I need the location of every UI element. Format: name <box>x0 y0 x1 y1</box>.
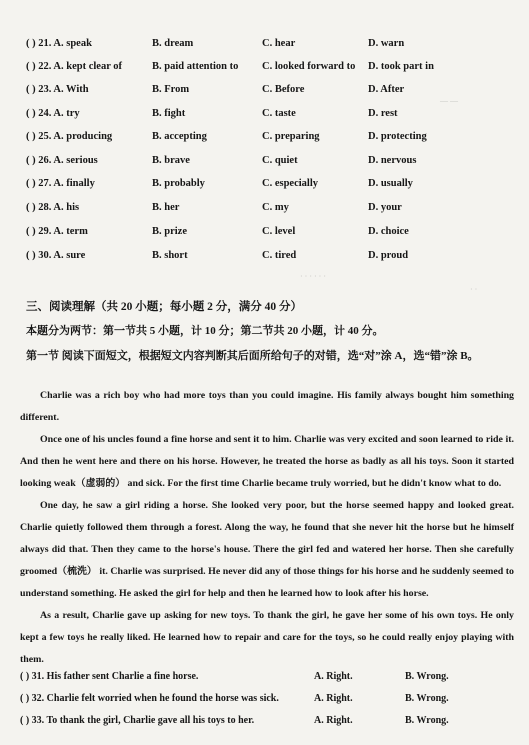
cloze-question-24 <box>0 108 529 124</box>
tf-question-32 <box>0 693 529 709</box>
question-number-option-a: ( ) 26. A. serious <box>26 155 98 166</box>
option-c: C. looked forward to <box>262 61 356 72</box>
option-d: D. usually <box>368 178 413 189</box>
question-number-option-a: ( ) 22. A. kept clear of <box>26 61 123 72</box>
bleed-through-mark: — — <box>440 96 458 105</box>
option-d: D. nervous <box>368 155 417 166</box>
question-text: ( ) 33. To thank the girl, Charlie gave all his toys to her. <box>20 715 255 726</box>
bleed-through-mark: · · <box>470 285 478 294</box>
option-c: C. tired <box>262 250 297 261</box>
passage-paragraph-3: One day, he saw a girl riding a horse. She looked very poor, but the horse seemed happy and looked great. Charlie quietly followed them through a forest. Along the way, he found that she never hit the horse but he himself always did that. Then they came to the horse's house. There the girl fed and watered her horse. Then she carefully groomed（梳洗） it. Charlie was surprised. He never did any of those things for his horse and he suddenly seemed to understand something. He asked the girl for help and then he learned how to look after his horse. <box>20 500 514 599</box>
option-d: D. rest <box>368 108 398 119</box>
option-d: D. protecting <box>368 131 427 142</box>
question-number-option-a: ( ) 21. A. speak <box>26 38 92 49</box>
cloze-question-30 <box>0 250 529 266</box>
option-c: C. taste <box>262 108 296 119</box>
option-right: A. Right. <box>314 715 353 726</box>
cloze-question-21 <box>0 38 529 54</box>
option-d: D. took part in <box>368 61 434 72</box>
option-b: B. brave <box>152 155 190 166</box>
cloze-question-27 <box>0 178 529 194</box>
option-c: C. my <box>262 202 289 213</box>
passage-paragraph-4: As a result, Charlie gave up asking for new toys. To thank the girl, he gave her some of his own toys. He only kept a few toys he really liked. He learned how to repair and care for the toys, so he could really enjoy playing with them. <box>20 610 514 665</box>
option-d: D. choice <box>368 226 409 237</box>
option-d: D. proud <box>368 250 409 261</box>
option-wrong: B. Wrong. <box>405 671 449 682</box>
tf-question-31 <box>0 671 529 687</box>
option-right: A. Right. <box>314 671 353 682</box>
question-number-option-a: ( ) 30. A. sure <box>26 250 86 261</box>
question-number-option-a: ( ) 28. A. his <box>26 202 80 213</box>
tf-question-33 <box>0 715 529 731</box>
section-intro: 本题分为两节：第一节共 5 小题，计 10 分；第二节共 20 小题，计 40 分。 <box>26 325 384 337</box>
option-d: D. your <box>368 202 402 213</box>
option-d: D. After <box>368 84 405 95</box>
bleed-through-mark: · · · · · · <box>300 272 326 281</box>
option-c: C. Before <box>262 84 305 95</box>
passage-paragraph-2: Once one of his uncles found a fine horse and sent it to him. Charlie was very excited and soon learned to ride it. And then he went here and there on his horse. However, he treated the horse as badly as all his toys. Soon it started looking weak（虚弱的） and sick. For the first time Charlie became truly worried, but he didn't know what to do. <box>20 434 514 489</box>
cloze-question-29 <box>0 226 529 242</box>
option-b: B. From <box>152 84 190 95</box>
cloze-question-25 <box>0 131 529 147</box>
option-b: B. short <box>152 250 188 261</box>
question-number-option-a: ( ) 29. A. term <box>26 226 88 237</box>
option-b: B. prize <box>152 226 187 237</box>
passage-paragraph-1: Charlie was a rich boy who had more toys than you could imagine. His family always bought him something different. <box>20 390 514 423</box>
cloze-question-22 <box>0 61 529 77</box>
section-instruction: 第一节 阅读下面短文，根据短文内容判断其后面所给句子的对错，选“对”涂 A，选“错”涂 B。 <box>26 350 479 362</box>
option-c: C. quiet <box>262 155 298 166</box>
option-c: C. preparing <box>262 131 320 142</box>
cloze-question-26 <box>0 155 529 171</box>
option-b: B. her <box>152 202 180 213</box>
option-b: B. accepting <box>152 131 207 142</box>
option-b: B. paid attention to <box>152 61 239 72</box>
question-text: ( ) 32. Charlie felt worried when he found the horse was sick. <box>20 693 279 704</box>
option-b: B. fight <box>152 108 186 119</box>
option-d: D. warn <box>368 38 405 49</box>
option-c: C. hear <box>262 38 296 49</box>
option-b: B. probably <box>152 178 205 189</box>
question-number-option-a: ( ) 24. A. try <box>26 108 80 119</box>
option-c: C. especially <box>262 178 318 189</box>
section-heading: 三、阅读理解（共 20 小题；每小题 2 分，满分 40 分） <box>26 301 302 313</box>
question-number-option-a: ( ) 27. A. finally <box>26 178 95 189</box>
question-number-option-a: ( ) 23. A. With <box>26 84 89 95</box>
question-number-option-a: ( ) 25. A. producing <box>26 131 113 142</box>
option-b: B. dream <box>152 38 194 49</box>
option-right: A. Right. <box>314 693 353 704</box>
question-text: ( ) 31. His father sent Charlie a fine horse. <box>20 671 199 682</box>
option-wrong: B. Wrong. <box>405 693 449 704</box>
option-c: C. level <box>262 226 296 237</box>
cloze-question-28 <box>0 202 529 218</box>
option-wrong: B. Wrong. <box>405 715 449 726</box>
